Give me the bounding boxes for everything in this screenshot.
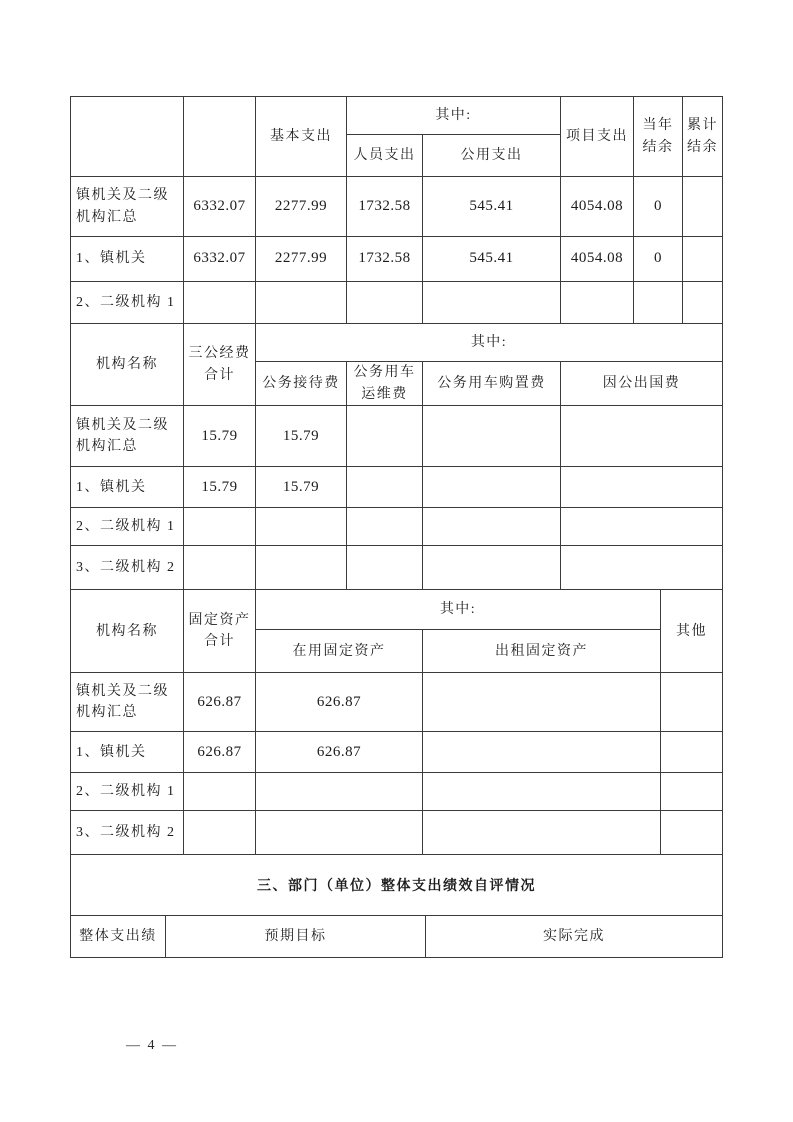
table-row [71,673,723,732]
value-cell [256,811,423,855]
value-cell: 6332.07 [184,177,256,237]
value-cell [634,282,683,324]
header-cell-vehicle-operation: 公务用车运维费 [347,362,423,406]
value-cell [347,546,423,590]
header-cell-other: 其他 [661,590,723,673]
value-cell [683,177,723,237]
org-label-cell: 镇机关及二级机构汇总 [71,673,184,732]
performance-evaluation-table [70,854,723,958]
header-cell-basic-expenditure: 基本支出 [256,97,347,177]
value-cell [423,508,561,546]
value-cell: 545.41 [423,237,561,282]
value-cell [561,508,723,546]
value-cell [184,282,256,324]
header-cell-overseas-trips: 因公出国费 [561,362,723,406]
table-row [71,467,723,508]
org-label-cell: 1、镇机关 [71,467,184,508]
value-cell [184,773,256,811]
table-header-row [71,590,723,630]
table-row [71,237,723,282]
value-cell [184,811,256,855]
value-cell [423,546,561,590]
header-cell-vehicle-purchase: 公务用车购置费 [423,362,561,406]
header-cell-actual-completion: 实际完成 [426,916,723,958]
table-row [71,732,723,773]
value-cell [423,773,661,811]
org-label-cell: 3、二级机构 2 [71,811,184,855]
value-cell: 4054.08 [561,177,634,237]
table-row [71,508,723,546]
header-cell-expected-goal: 预期目标 [166,916,426,958]
table-header-row [71,916,723,958]
value-cell: 545.41 [423,177,561,237]
value-cell [561,406,723,467]
header-cell-rented-out-assets: 出租固定资产 [423,630,661,673]
table-header-row [71,97,723,135]
value-cell [347,467,423,508]
fixed-assets-table [70,589,723,855]
header-cell-fixed-assets-total: 固定资产合计 [184,590,256,673]
header-cell-three-public-total: 三公经费合计 [184,324,256,406]
value-cell [661,773,723,811]
org-label-cell: 3、二级机构 2 [71,546,184,590]
table-row [71,282,723,324]
value-cell: 626.87 [184,673,256,732]
value-cell: 15.79 [184,406,256,467]
table-row [71,773,723,811]
value-cell [683,237,723,282]
value-cell [561,467,723,508]
section-title-row [71,855,723,916]
org-label-cell: 2、二级机构 1 [71,773,184,811]
value-cell [661,811,723,855]
value-cell [423,467,561,508]
value-cell: 6332.07 [184,237,256,282]
header-cell-among-which: 其中: [256,590,661,630]
header-cell-project-expenditure: 项目支出 [561,97,634,177]
value-cell: 15.79 [256,467,347,508]
value-cell [256,546,347,590]
header-cell-in-use-assets: 在用固定资产 [256,630,423,673]
value-cell [184,546,256,590]
value-cell: 15.79 [184,467,256,508]
value-cell: 626.87 [256,673,423,732]
org-label-cell: 镇机关及二级机构汇总 [71,177,184,237]
header-cell-official-reception: 公务接待费 [256,362,347,406]
org-label-cell: 2、二级机构 1 [71,282,184,324]
table-row [71,406,723,467]
expenditure-summary-table [70,96,723,324]
header-cell-org-name: 机构名称 [71,324,184,406]
value-cell [561,546,723,590]
value-cell [423,673,661,732]
value-cell [256,508,347,546]
page-number: — 4 — [126,1038,178,1053]
org-label-cell: 镇机关及二级机构汇总 [71,406,184,467]
value-cell [423,811,661,855]
value-cell [423,406,561,467]
header-cell-accumulated-balance: 累计结余 [683,97,723,177]
org-label-cell: 1、镇机关 [71,732,184,773]
header-cell-org-name: 机构名称 [71,590,184,673]
tables-block [70,96,722,958]
header-cell-personnel-expenditure: 人员支出 [347,135,423,177]
table-row [71,811,723,855]
value-cell: 1732.58 [347,237,423,282]
empty-header-cell [184,97,256,177]
header-cell-current-year-balance: 当年结余 [634,97,683,177]
value-cell: 626.87 [256,732,423,773]
value-cell [561,282,634,324]
value-cell: 626.87 [184,732,256,773]
header-cell-overall-expenditure: 整体支出绩 [71,916,166,958]
value-cell [347,508,423,546]
value-cell [661,673,723,732]
value-cell [423,282,561,324]
value-cell: 2277.99 [256,237,347,282]
header-cell-public-expenditure: 公用支出 [423,135,561,177]
table-row [71,177,723,237]
value-cell: 4054.08 [561,237,634,282]
value-cell: 1732.58 [347,177,423,237]
empty-header-cell [71,97,184,177]
value-cell [256,773,423,811]
table-header-row [71,324,723,362]
value-cell [423,732,661,773]
value-cell [683,282,723,324]
value-cell [256,282,347,324]
org-label-cell: 2、二级机构 1 [71,508,184,546]
value-cell: 0 [634,177,683,237]
header-cell-among-which: 其中: [347,97,561,135]
value-cell: 15.79 [256,406,347,467]
header-cell-among-which: 其中: [256,324,723,362]
value-cell: 2277.99 [256,177,347,237]
three-public-funds-table [70,323,723,590]
table-row [71,546,723,590]
value-cell [661,732,723,773]
value-cell [347,406,423,467]
value-cell: 0 [634,237,683,282]
org-label-cell: 1、镇机关 [71,237,184,282]
section-title: 三、部门（单位）整体支出绩效自评情况 [71,855,723,916]
value-cell [184,508,256,546]
value-cell [347,282,423,324]
